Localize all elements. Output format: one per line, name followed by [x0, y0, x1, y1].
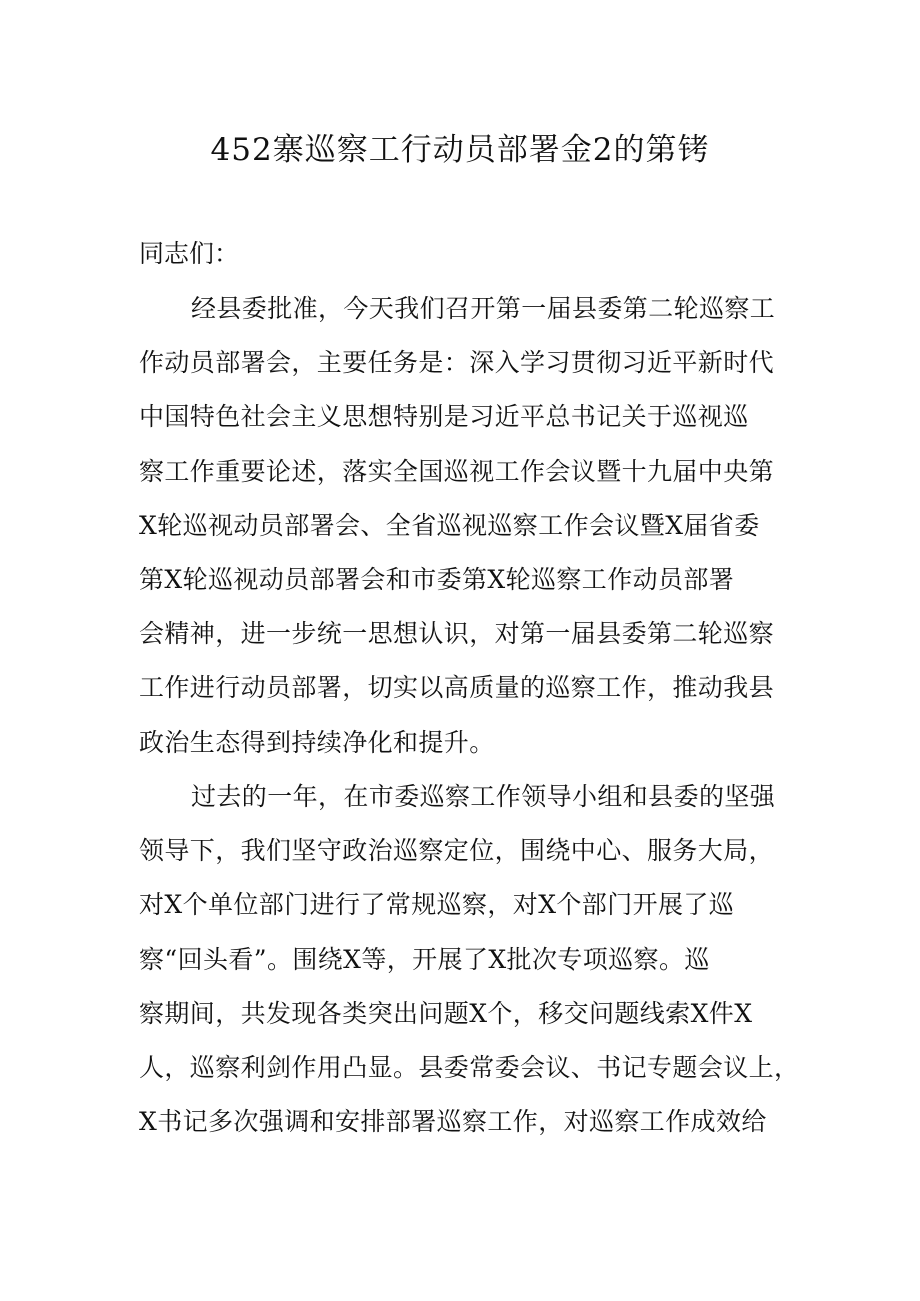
document-title: 452寨巡察工行动员部署金2的第铐 — [210, 132, 710, 168]
paragraph-line: 察工作重要论述，落实全国巡视工作会议暨十九届中央第 — [139, 456, 775, 486]
paragraph-line: X书记多次强调和安排部署巡察工作，对巡察工作成效给 — [139, 1107, 767, 1137]
paragraph-line: X轮巡视动员部署会、全省巡视巡察工作会议暨X届省委 — [139, 510, 760, 540]
paragraph-line: 对X个单位部门进行了常规巡察，对X个部门开展了巡 — [139, 890, 735, 920]
paragraph-line: 察期间，共发现各类突出问题X个，移交问题线索X件X — [139, 998, 753, 1028]
paragraph-line: 察“回头看”。围绕X等，开展了X批次专项巡察。巡 — [139, 944, 710, 974]
paragraph-1 — [139, 282, 789, 770]
paragraph-line: 领导下，我们坚守政治巡察定位，围绕中心、服务大局， — [139, 836, 775, 866]
paragraph-line: 政治生态得到持续净化和提升。 — [139, 727, 495, 757]
paragraph-line: 中国特色社会主义思想特别是习近平总书记关于巡视巡 — [139, 402, 749, 432]
paragraph-line: 经县委批准，今天我们召开第一届县委第二轮巡察工 — [191, 294, 776, 323]
paragraph-line: 第X轮巡视动员部署会和市委第X轮巡察工作动员部署 — [139, 564, 735, 594]
paragraph-line: 会精神，进一步统一思想认识，对第一届县委第二轮巡察 — [139, 619, 775, 649]
paragraph-2 — [139, 770, 800, 1149]
paragraph-line: 人，巡察利剑作用凸显。县委常委会议、书记专题会议上， — [139, 1052, 800, 1082]
paragraph-line: 作动员部署会，主要任务是：深入学习贯彻习近平新时代 — [139, 348, 775, 378]
paragraph-line: 过去的一年，在市委巡察工作领导小组和县委的坚强 — [191, 782, 776, 811]
paragraph-line: 工作进行动员部署，切实以高质量的巡察工作，推动我县 — [139, 673, 775, 703]
salutation: 同志们： — [139, 239, 240, 268]
